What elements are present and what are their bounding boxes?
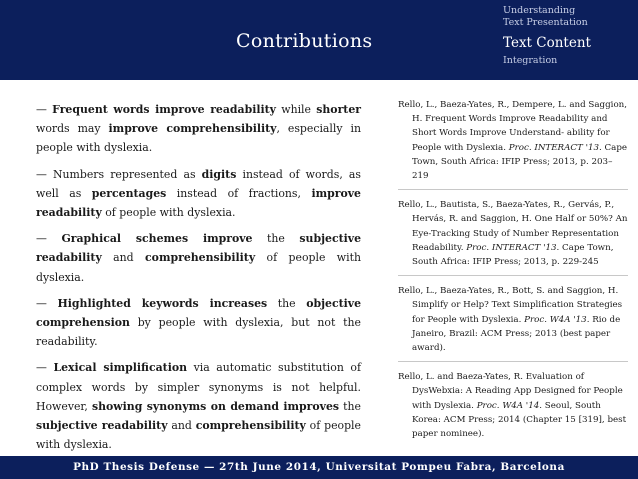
contribution-point-5: — Lexical simplification via automatic substitution of complex words by simpler synonyms is not helpful. However, showing synonyms on demand improves the subjective readability and comprehensibility of people with dyslexia. (36, 361, 361, 452)
contribution-point-1: — Frequent words improve readability while shorter words may improve comprehensibility, especially in people with dyslexia. (36, 103, 361, 155)
contribution-point-2: — Numbers represented as digits instead of words, as well as percentages instead of fractions, improve readability of people with dyslexia. (36, 167, 361, 220)
contribution-point-3: — Graphical schemes improve the subjective readability and comprehensibility of people with dyslexia. (36, 232, 362, 284)
nav-item-integration[interactable]: Integration (503, 55, 558, 66)
nav-item-text-presentation[interactable]: Text Presentation (503, 17, 588, 28)
reference-item: Rello, L., Bautista, S., Baeza-Yates, R., Gervás, P., Hervás, R. and Saggion, H. One Half or 50%? An Eye-Tracking Study of Number Representation Readability. Proc. INTERACT '13. Cape Town, South Africa: IFIP Press; 2013, p. 229-245 (398, 198, 628, 276)
nav-item-understanding[interactable]: Understanding (503, 5, 576, 16)
reference-list (398, 98, 628, 455)
reference-item: Rello, L., Baeza-Yates, R., Bott, S. and Saggion, H. Simplify or Help? Text Simplification Strategies for People with Dyslexia. Proc. W4A '13. Rio de Janeiro, Brazil: ACM Press; 2013 (best paper award). (398, 284, 628, 362)
slide-header (0, 0, 638, 80)
reference-item: Rello, L. and Baeza-Yates, R. Evaluation of DysWebxia: A Reading App Designed for People with Dyslexia. Proc. W4A '14. Seoul, South Korea: ACM Press; 2014 (Chapter 15 [319], best paper nominee). (398, 372, 627, 440)
slide-footer: PhD Thesis Defense — 27th June 2014, Universitat Pompeu Fabra, Barcelona (0, 456, 638, 479)
slide-title: Contributions (236, 30, 373, 52)
reference-item: Rello, L., Baeza-Yates, R., Dempere, L. and Saggion, H. Frequent Words Improve Readability and Short Words Improve Understand- ability for People with Dyslexia. Proc. INTERACT '13. Cape Town, South Africa: IFIP Press; 2013, p. 203–219 (398, 98, 628, 190)
contribution-point-4: — Highlighted keywords increases the objective comprehension by people with dyslexia, but not the readability. (36, 296, 362, 349)
nav-item-text-content[interactable]: Text Content (503, 35, 591, 51)
section-navigation (503, 5, 633, 73)
contribution-points (36, 100, 361, 461)
